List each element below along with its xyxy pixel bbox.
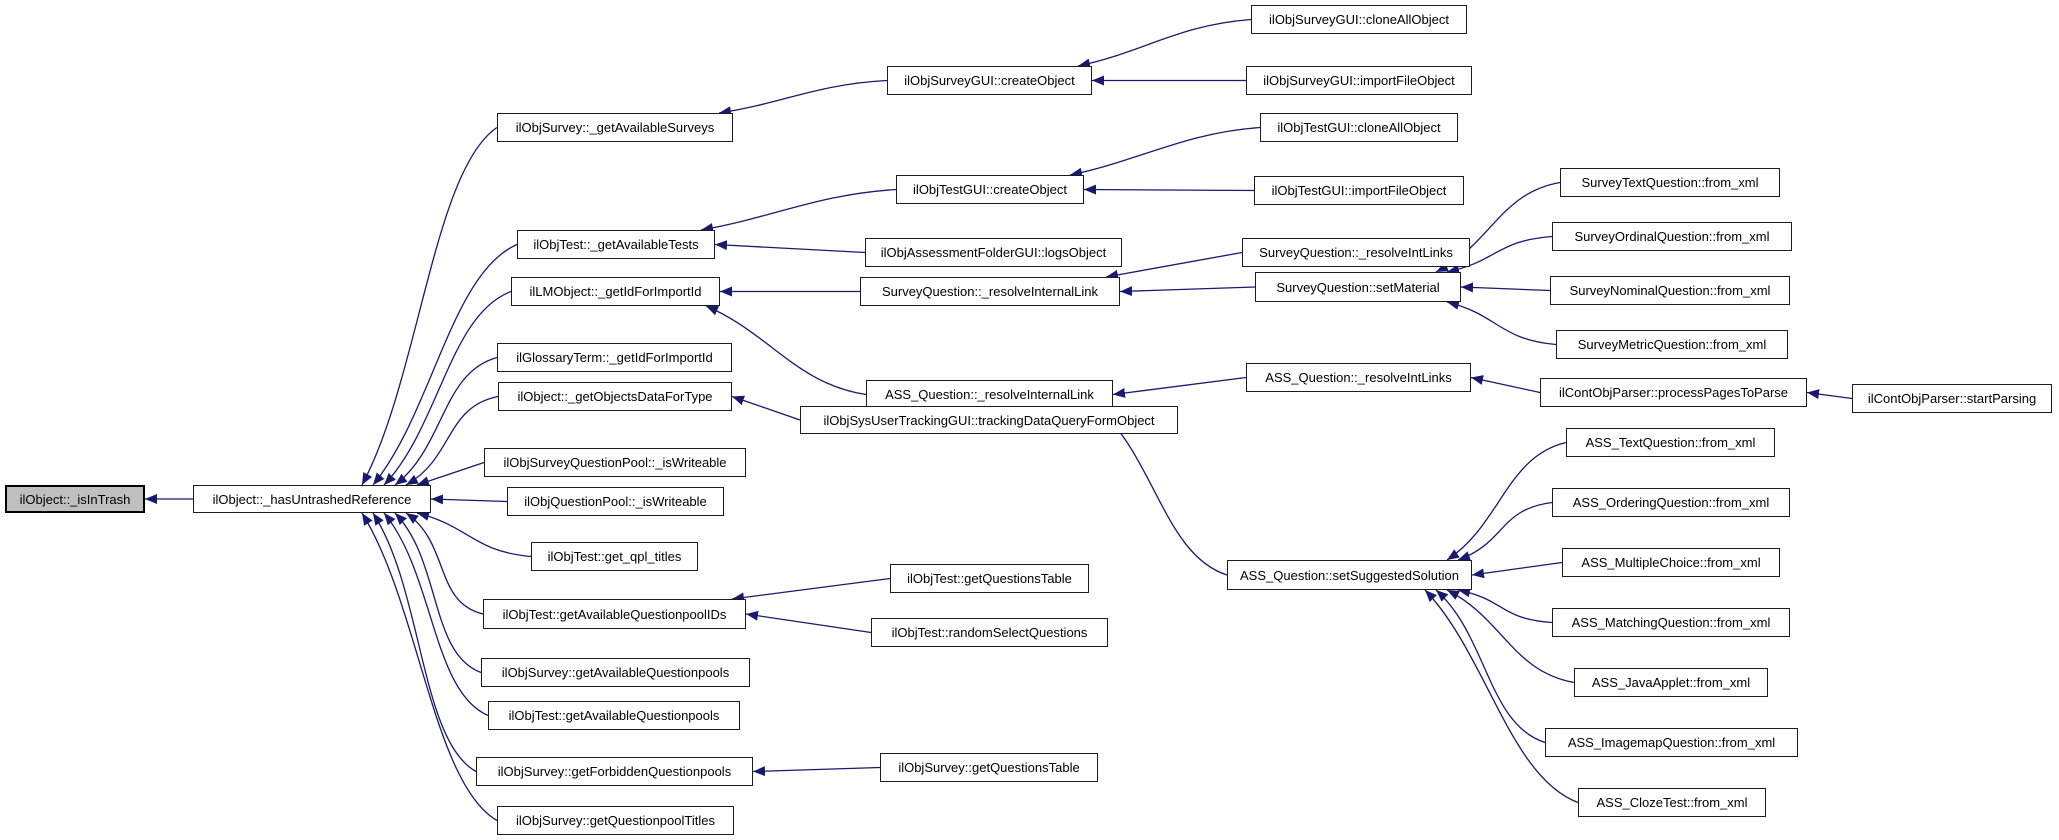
edge-surveyGuiCreateObject-to-getAvailableSurveys [719, 81, 887, 114]
edge-surveyGetAvailableQuestionpools-to-hasUntrashedReference [395, 513, 481, 673]
edge-surveyGetQuestionsTable-to-getForbiddenQuestionpools [753, 768, 880, 772]
edge-getAvailableSurveys-to-hasUntrashedReference [362, 128, 497, 486]
node-surveyResolveIntLinks[interactable]: SurveyQuestion::_resolveIntLinks [1242, 238, 1470, 267]
edge-trackingDataQueryFormObject-to-getObjectsDataForType [732, 397, 800, 421]
edge-getQuestionsTable-to-getAvailableQuestionpoolIDs [732, 579, 890, 600]
node-glossaryGetIdForImportId[interactable]: ilGlossaryTerm::_getIdForImportId [497, 343, 732, 372]
node-testGuiImportFileObject[interactable]: ilObjTestGUI::importFileObject [1254, 176, 1464, 205]
node-getQuestionpoolTitles[interactable]: ilObjSurvey::getQuestionpoolTitles [497, 806, 734, 835]
node-setMaterial[interactable]: SurveyQuestion::setMaterial [1255, 272, 1461, 302]
edge-randomSelectQuestions-to-getAvailableQuestionpoolIDs [746, 614, 871, 633]
node-surveyGuiImportFileObject[interactable]: ilObjSurveyGUI::importFileObject [1246, 66, 1472, 95]
edge-getAvailableQuestionpoolIDs-to-hasUntrashedReference [406, 513, 483, 614]
node-surveyGuiCloneAllObject[interactable]: ilObjSurveyGUI::cloneAllObject [1251, 5, 1467, 34]
node-assJavaAppletFromXml[interactable]: ASS_JavaApplet::from_xml [1574, 668, 1768, 697]
edge-surveyGuiCloneAllObject-to-surveyGuiCreateObject [1078, 20, 1251, 67]
node-processPagesToParse[interactable]: ilContObjParser::processPagesToParse [1540, 378, 1807, 407]
node-getObjectsDataForType[interactable]: ilObject::_getObjectsDataForType [498, 382, 732, 411]
node-surveyGetAvailableQuestionpools[interactable]: ilObjSurvey::getAvailableQuestionpools [481, 658, 750, 687]
edge-qplIsWriteable-to-hasUntrashedReference [431, 499, 507, 502]
edge-assResolveIntLinks-to-assResolveInternalLink [1113, 378, 1246, 395]
edge-assOrderingFromXml-to-setSuggestedSolution [1458, 503, 1552, 561]
edge-surveyResolveIntLinks-to-surveyResolveInternalLink [1106, 253, 1242, 278]
edge-processPagesToParse-to-assResolveIntLinks [1471, 378, 1540, 393]
node-assResolveIntLinks[interactable]: ASS_Question::_resolveIntLinks [1246, 363, 1471, 392]
node-surveyGetQuestionsTable[interactable]: ilObjSurvey::getQuestionsTable [880, 753, 1098, 782]
node-qplIsWriteable[interactable]: ilObjQuestionPool::_isWriteable [507, 487, 724, 516]
node-testGuiCreateObject[interactable]: ilObjTestGUI::createObject [896, 175, 1084, 204]
node-surveyTextFromXml[interactable]: SurveyTextQuestion::from_xml [1560, 168, 1780, 197]
edge-startParsing-to-processPagesToParse [1807, 393, 1852, 399]
edge-testGuiCreateObject-to-getAvailableTests [701, 190, 896, 231]
edge-testGuiCloneAllObject-to-testGuiCreateObject [1070, 128, 1260, 176]
edge-testGetAvailableQuestionpools-to-hasUntrashedReference [384, 513, 488, 716]
node-setSuggestedSolution[interactable]: ASS_Question::setSuggestedSolution [1227, 560, 1472, 590]
node-surveyNominalFromXml[interactable]: SurveyNominalQuestion::from_xml [1550, 276, 1790, 305]
node-assImagemapFromXml[interactable]: ASS_ImagemapQuestion::from_xml [1545, 728, 1798, 757]
node-assClozeFromXml[interactable]: ASS_ClozeTest::from_xml [1578, 788, 1766, 817]
node-assTextFromXml[interactable]: ASS_TextQuestion::from_xml [1566, 428, 1775, 457]
edge-assTextFromXml-to-setSuggestedSolution [1447, 443, 1566, 561]
node-surveyResolveInternalLink[interactable]: SurveyQuestion::_resolveInternalLink [860, 277, 1120, 306]
edge-surveyQplIsWriteable-to-hasUntrashedReference [417, 463, 484, 486]
edge-getForbiddenQuestionpools-to-hasUntrashedReference [373, 513, 476, 772]
node-assMatchingFromXml[interactable]: ASS_MatchingQuestion::from_xml [1552, 608, 1790, 637]
edge-surveyMetricFromXml-to-setMaterial [1447, 302, 1556, 345]
node-getQuestionsTable[interactable]: ilObjTest::getQuestionsTable [890, 564, 1089, 593]
node-testGetAvailableQuestionpools[interactable]: ilObjTest::getAvailableQuestionpools [488, 701, 740, 730]
node-hasUntrashedReference[interactable]: ilObject::_hasUntrashedReference [193, 485, 431, 513]
node-logsObject[interactable]: ilObjAssessmentFolderGUI::logsObject [865, 238, 1122, 267]
node-surveyGuiCreateObject[interactable]: ilObjSurveyGUI::createObject [887, 66, 1092, 95]
node-getAvailableSurveys[interactable]: ilObjSurvey::_getAvailableSurveys [497, 113, 733, 142]
node-startParsing[interactable]: ilContObjParser::startParsing [1852, 384, 2052, 413]
edge-testGuiImportFileObject-to-testGuiCreateObject [1084, 190, 1254, 191]
node-randomSelectQuestions[interactable]: ilObjTest::randomSelectQuestions [871, 618, 1108, 647]
node-surveyOrdinalFromXml[interactable]: SurveyOrdinalQuestion::from_xml [1552, 222, 1792, 251]
edge-assMultipleChoiceFromXml-to-setSuggestedSolution [1472, 563, 1562, 576]
node-assOrderingFromXml[interactable]: ASS_OrderingQuestion::from_xml [1552, 488, 1790, 517]
node-getAvailableTests[interactable]: ilObjTest::_getAvailableTests [517, 230, 715, 259]
edge-glossaryGetIdForImportId-to-hasUntrashedReference [395, 358, 497, 486]
node-surveyMetricFromXml[interactable]: SurveyMetricQuestion::from_xml [1556, 330, 1788, 359]
node-isInTrash: ilObject::_isInTrash [5, 485, 145, 513]
node-getQplTitles[interactable]: ilObjTest::get_qpl_titles [531, 542, 698, 571]
edge-assImagemapFromXml-to-setSuggestedSolution [1436, 590, 1545, 743]
node-lmGetIdForImportId[interactable]: ilLMObject::_getIdForImportId [511, 277, 720, 306]
node-surveyQplIsWriteable[interactable]: ilObjSurveyQuestionPool::_isWriteable [484, 448, 746, 477]
edge-surveyNominalFromXml-to-setMaterial [1461, 287, 1550, 291]
node-getAvailableQuestionpoolIDs[interactable]: ilObjTest::getAvailableQuestionpoolIDs [483, 599, 746, 629]
edge-setMaterial-to-surveyResolveInternalLink [1120, 287, 1255, 292]
node-assResolveInternalLink[interactable]: ASS_Question::_resolveInternalLink [866, 380, 1113, 409]
node-testGuiCloneAllObject[interactable]: ilObjTestGUI::cloneAllObject [1260, 113, 1458, 142]
node-getForbiddenQuestionpools[interactable]: ilObjSurvey::getForbiddenQuestionpools [476, 757, 753, 786]
node-assMultipleChoiceFromXml[interactable]: ASS_MultipleChoice::from_xml [1562, 548, 1780, 577]
edge-logsObject-to-getAvailableTests [715, 245, 865, 253]
node-trackingDataQueryFormObject[interactable]: ilObjSysUserTrackingGUI::trackingDataQueryFormObject [800, 406, 1178, 434]
